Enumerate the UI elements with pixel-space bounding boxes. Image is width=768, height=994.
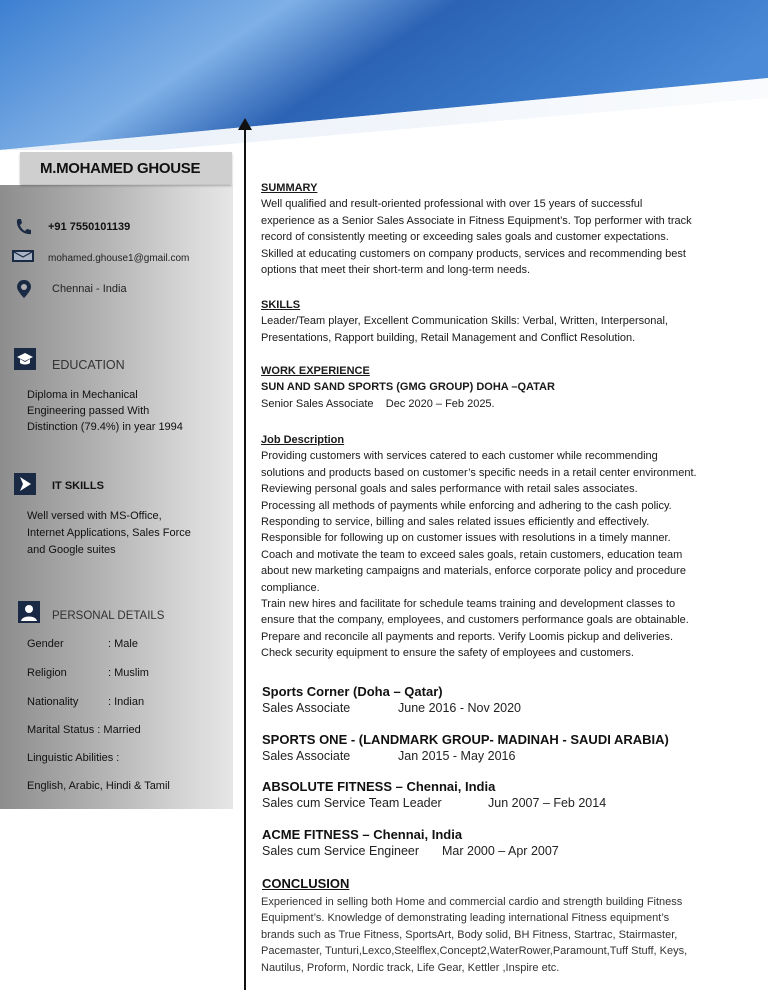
languages-list: English, Arabic, Hindi & Tamil — [27, 780, 170, 792]
work-company: SUN AND SAND SPORTS (GMG GROUP) DOHA –QATAR — [261, 381, 555, 394]
work-heading: WORK EXPERIENCE — [261, 365, 370, 377]
name-box — [20, 152, 232, 184]
job-description-line: Check security equipment to ensure the safety of employees and customers. — [261, 647, 634, 660]
job-entry — [262, 684, 762, 715]
graduation-cap-icon — [14, 348, 36, 370]
conclusion-line: Pacemaster, Tunturi,Lexco,Steelflex,Concept2,WaterRower,Paramount,Tuff Stuff, Keys, — [261, 945, 688, 958]
job-role: Sales Associate — [262, 749, 351, 763]
nationality-label: Nationality — [27, 696, 79, 708]
skills-heading: SKILLS — [261, 299, 301, 311]
job-title: ACME FITNESS – Chennai, India — [262, 827, 463, 842]
job-dates: Jun 2007 – Feb 2014 — [488, 796, 607, 810]
job-entry — [262, 732, 762, 763]
summary-line: options that meet their short-term and long-term needs. — [261, 264, 531, 277]
job-description-line: Providing customers with services catered to each customer while recommending — [261, 450, 658, 463]
timeline-line — [244, 126, 246, 990]
it-skills-line-2: Internet Applications, Sales Force — [27, 527, 191, 539]
job-meta — [262, 749, 762, 763]
job-title: ABSOLUTE FITNESS – Chennai, India — [262, 779, 496, 794]
phone-number: +91 7550101139 — [48, 221, 131, 233]
summary-line: Skilled at educating customers on company products, services and recommending best — [261, 247, 686, 260]
skills-line: Leader/Team player, Excellent Communication Skills: Verbal, Written, Interpersonal, — [261, 315, 668, 328]
location-text: Chennai - India — [52, 283, 127, 295]
job-entry — [262, 827, 762, 858]
candidate-name: M.MOHAMED GHOUSE — [40, 160, 201, 177]
job-description-line: Processing all methods of payments while enforcing and adhering to the cash policy. — [261, 499, 672, 512]
job-description-line: Train new hires and facilitate for schedule teams training and development classes to — [261, 598, 676, 611]
job-dates: Jan 2015 - May 2016 — [398, 749, 516, 763]
linguistic-label: Linguistic Abilities : — [27, 752, 120, 764]
it-skills-line-3: and Google suites — [27, 544, 116, 556]
summary-line: record of consistently meeting or exceeding sales goals and customer expectations. — [261, 231, 669, 244]
job-meta — [262, 844, 762, 858]
education-heading: EDUCATION — [52, 358, 125, 372]
work-role-row — [261, 396, 761, 412]
it-skills-line-1: Well versed with MS-Office, — [27, 510, 162, 522]
job-title: Sports Corner (Doha – Qatar) — [262, 684, 443, 699]
work-dates: Dec 2020 – Feb 2025. — [385, 397, 495, 410]
job-meta — [262, 796, 762, 810]
job-description-line: Responding to service, billing and sales related issues efficiently and effectively. — [261, 516, 650, 529]
work-section — [261, 363, 761, 412]
job-dates: June 2016 - Nov 2020 — [398, 701, 522, 715]
summary-heading: SUMMARY — [261, 182, 318, 194]
job-description-heading: Job Description — [261, 434, 345, 446]
person-icon — [18, 601, 40, 623]
conclusion-section — [262, 876, 762, 891]
job-role: Sales cum Service Team Leader — [262, 796, 442, 810]
job-description-section — [261, 432, 761, 662]
job-description-line: Coach and motivate the team to exceed sales goals, retain customers, education team — [261, 548, 683, 561]
job-description-line: Reviewing personal goals and sales performance with retail sales associates. — [261, 483, 638, 496]
job-description-line: solutions and products based on customer’s specific needs in a retail center environment. — [261, 466, 697, 479]
education-line-1: Diploma in Mechanical — [27, 389, 138, 401]
email-icon — [11, 248, 35, 264]
job-meta — [262, 701, 762, 715]
education-line-3: Distinction (79.4%) in year 1994 — [27, 421, 183, 433]
religion-value: : Muslim — [108, 667, 149, 679]
summary-line: Well qualified and result-oriented professional with over 15 years of successful — [261, 198, 643, 211]
job-description-line: Prepare and reconcile all payments and reports. Verify Loomis pickup and deliveries. — [261, 630, 674, 643]
conclusion-line: Equipment’s. Knowledge of demonstrating leading international Fitness equipment’s — [261, 912, 670, 925]
skills-line: Presentations, Rapport building, Retail Management and Conflict Resolution. — [261, 331, 636, 344]
gender-label: Gender — [27, 638, 64, 650]
job-title: SPORTS ONE - (LANDMARK GROUP- MADINAH - SAUDI ARABIA) — [262, 732, 669, 747]
religion-label: Religion — [27, 667, 67, 679]
job-description-line: ensure that the company, employees, and customers performance goals are obtainable. — [261, 614, 689, 627]
conclusion-line: Experienced in selling both Home and commercial cardio and strength building Fitness — [261, 896, 683, 908]
arrow-box-icon — [14, 473, 36, 495]
education-line-2: Engineering passed With — [27, 405, 150, 417]
job-dates: Mar 2000 – Apr 2007 — [442, 844, 559, 858]
job-description-line: about new marketing campaigns and materials, enforce corporate policy and procedure — [261, 565, 686, 578]
nationality-value: : Indian — [108, 696, 145, 708]
summary-section — [261, 180, 761, 278]
job-role: Sales cum Service Engineer — [262, 844, 420, 858]
work-role: Senior Sales Associate — [261, 397, 374, 410]
job-description-line: Responsible for following up on customer issues with resolutions in a timely manner. — [261, 532, 671, 545]
conclusion-line: Nautilus, Proform, Nordic track, Life Gear, Kettler ,Inspire etc. — [261, 961, 560, 974]
summary-line: experience as a Senior Sales Associate in Fitness Equipment’s. Top performer with track — [261, 214, 692, 227]
conclusion-line: brands such as True Fitness, SportsArt, Body solid, BH Fitness, Startrac, Stairmaster, — [261, 928, 678, 941]
it-skills-heading: IT SKILLS — [52, 480, 104, 492]
header-banner — [0, 0, 768, 150]
job-role: Sales Associate — [262, 701, 351, 715]
conclusion-text — [261, 894, 761, 976]
job-entry — [262, 779, 762, 810]
conclusion-heading: CONCLUSION — [262, 876, 350, 891]
phone-icon — [13, 217, 33, 237]
marital-status: Marital Status : Married — [27, 724, 141, 736]
job-description-line: compliance. — [261, 581, 320, 594]
gender-value: : Male — [108, 638, 138, 650]
personal-heading: PERSONAL DETAILS — [52, 610, 165, 622]
location-icon — [14, 279, 34, 299]
skills-section — [261, 297, 761, 346]
email-address: mohamed.ghouse1@gmail.com — [48, 253, 190, 264]
sidebar — [0, 185, 233, 809]
